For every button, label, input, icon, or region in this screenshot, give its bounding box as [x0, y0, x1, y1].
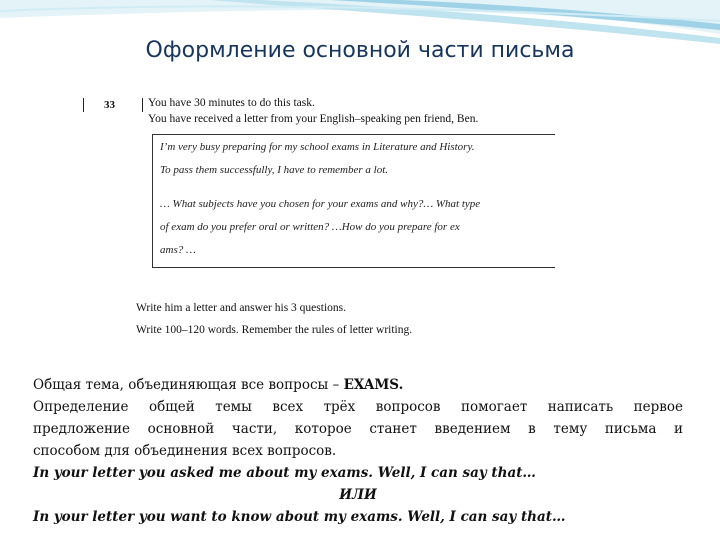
example-sentence: In your letter you want to know about my exams. Well, I can say that…: [33, 509, 566, 525]
slide-title: Оформление основной части письма: [145, 38, 575, 63]
letter-line: … What subjects have you chosen for your exams and why?… What type: [160, 198, 481, 210]
task-time-line: You have 30 minutes to do this task.: [148, 97, 315, 109]
task-instruction-words: Write 100–120 words. Remember the rules of letter writing.: [136, 324, 413, 336]
general-topic-label: Общая тема, объединяющая все вопросы –: [33, 377, 344, 393]
explanation-line: Определение общей темы всех трёх вопросов помогает написать первое: [33, 399, 683, 415]
task-number: 33: [104, 99, 115, 111]
general-topic-line: [33, 374, 683, 396]
or-separator: ИЛИ: [339, 487, 377, 503]
task-divider-right: [142, 98, 143, 112]
task-received-line: You have received a letter from your English–speaking pen friend, Ben.: [148, 113, 479, 125]
letter-line: I’m very busy preparing for my school exams in Literature and History.: [160, 141, 475, 153]
example-sentence: In your letter you asked me about my exams. Well, I can say that…: [33, 465, 536, 481]
general-topic-value: EXAMS.: [343, 377, 404, 393]
task-instruction-answer: Write him a letter and answer his 3 questions.: [136, 302, 346, 314]
explanation-line: предложение основной части, которое станет введением в тему письма и: [33, 421, 683, 437]
letter-line: ams? …: [160, 244, 196, 256]
explanation-line: способом для объединения всех вопросов.: [33, 443, 337, 459]
explanation-text: [33, 374, 683, 528]
task-divider-left: [83, 98, 84, 112]
letter-line: of exam do you prefer oral or written? …How do you prepare for ex: [160, 221, 460, 233]
letter-line: To pass them successfully, I have to remember a lot.: [160, 164, 389, 176]
letter-excerpt-box: [152, 134, 555, 268]
task-scan: [76, 86, 580, 356]
